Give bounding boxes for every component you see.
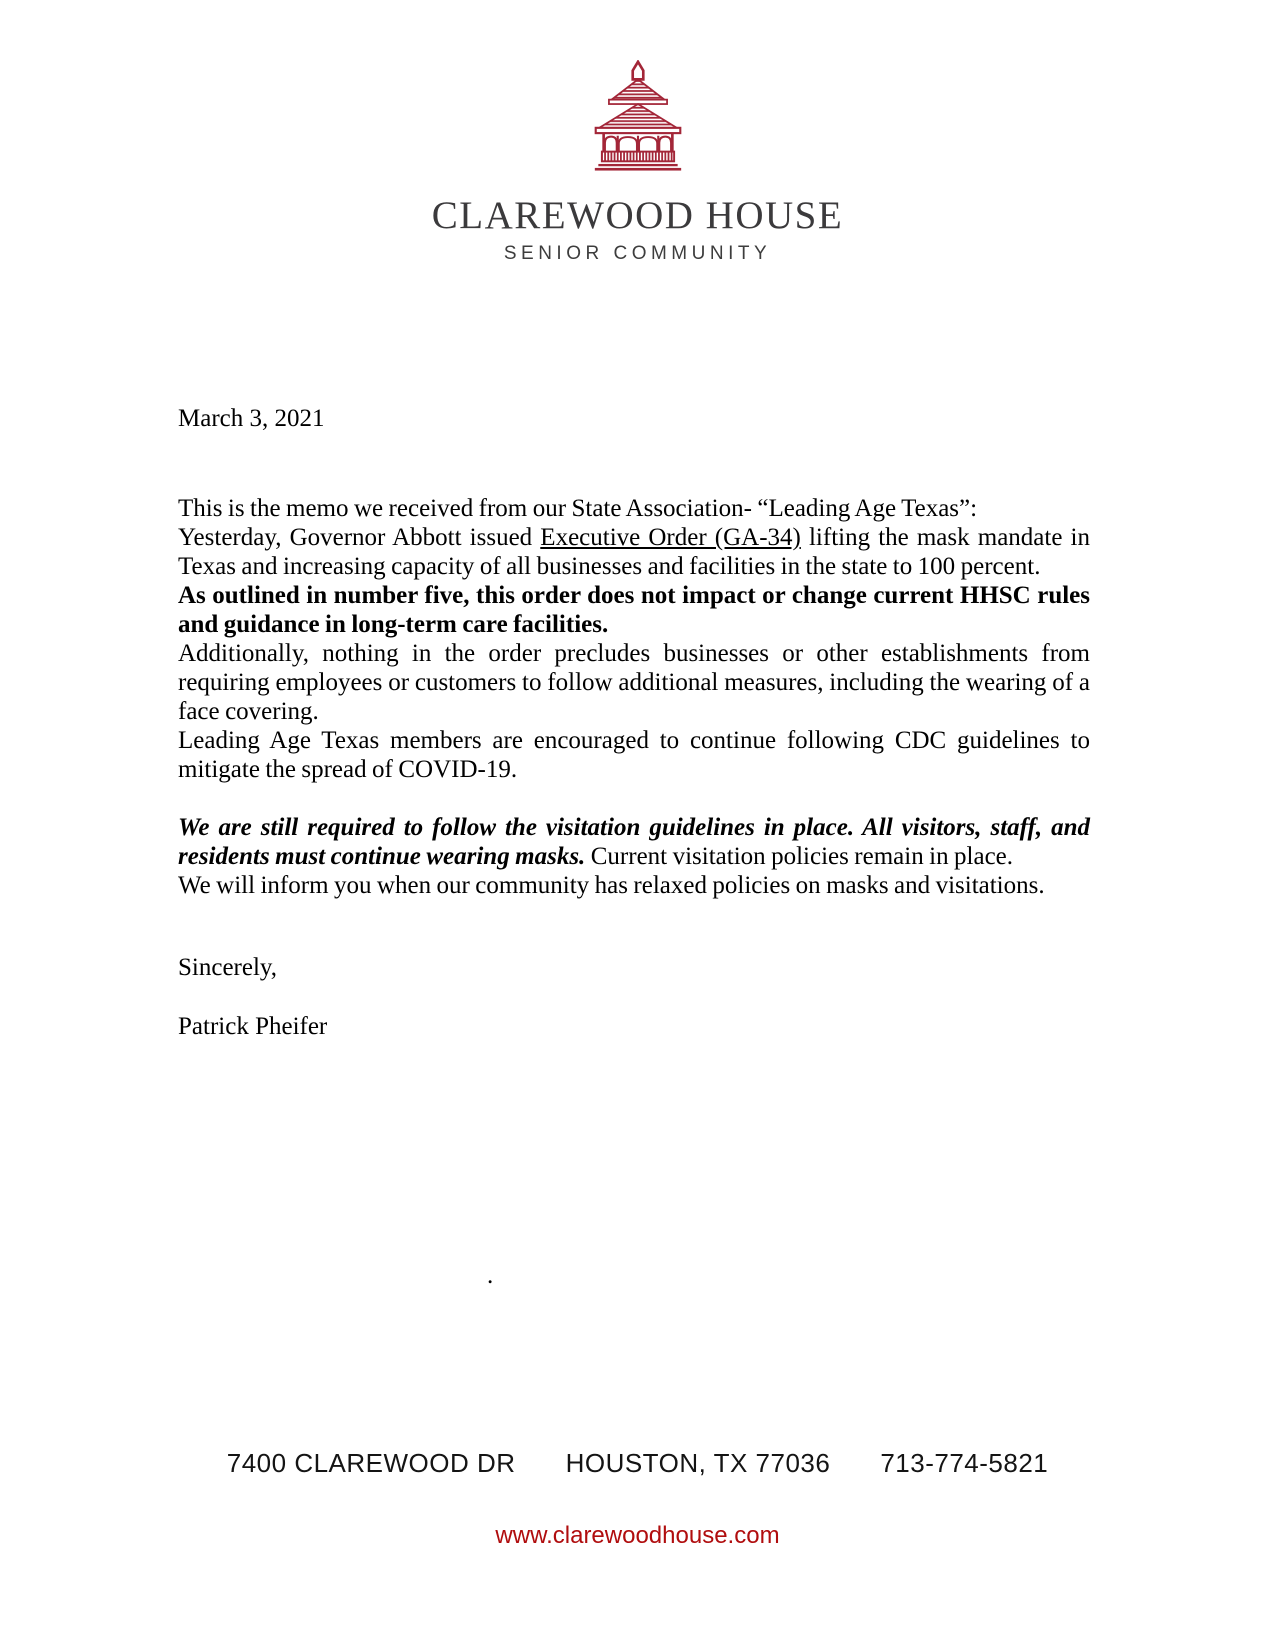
paragraph-additional: Additionally, nothing in the order precludes businesses or other establishments from requiring employees or customers to follow additional measures, including the wearing of a face covering. [178,640,1090,725]
brand-name: CLAREWOOD HOUSE [431,194,844,237]
visitation-normal-text: Current visitation policies remain in place. [585,843,1014,870]
closing-salutation: Sincerely, [178,954,278,981]
letter-date: March 3, 2021 [178,405,325,432]
order-text-post: lifting the mask mandate in Texas and increasing capacity of all businesses and facilities in the state to 100 percent. [178,524,1090,580]
order-text-pre: Yesterday, Governor Abbott issued [178,524,541,551]
gazebo-logo-icon [585,60,691,172]
paragraph-executive-order [178,523,1090,581]
footer-city-state-zip: HOUSTON, TX 77036 [565,1448,831,1478]
footer-street-address: 7400 CLAREWOOD DR [226,1448,516,1478]
paragraph-inform: We will inform you when our community has relaxed policies on masks and visitations. [178,872,1045,899]
footer-address-line [0,1448,1275,1479]
paragraph-visitation [178,813,1090,871]
letter-body [178,494,1090,900]
visitation-emphasis-text: We are still required to follow the visitation guidelines in place. All visitors, staff, and residents must continue wearing masks. [178,814,1090,870]
executive-order-link[interactable]: Executive Order (GA-34) [540,524,801,551]
paragraph-hhsc-bold: As outlined in number five, this order does not impact or change current HHSC rules and guidance in long-term care facilities. [178,582,1090,638]
footer-phone-number: 713-774-5821 [880,1448,1049,1478]
brand-tagline: SENIOR COMMUNITY [503,243,772,264]
signature-name: Patrick Pheifer [178,1013,328,1040]
paragraph-memo-intro: This is the memo we received from our State Association- “Leading Age Texas”: [178,495,978,522]
stray-period-mark: . [487,1262,494,1289]
website-link[interactable]: www.clarewoodhouse.com [495,1522,780,1549]
paragraph-cdc: Leading Age Texas members are encouraged to continue following CDC guidelines to mitigate the spread of COVID-19. [178,727,1090,783]
